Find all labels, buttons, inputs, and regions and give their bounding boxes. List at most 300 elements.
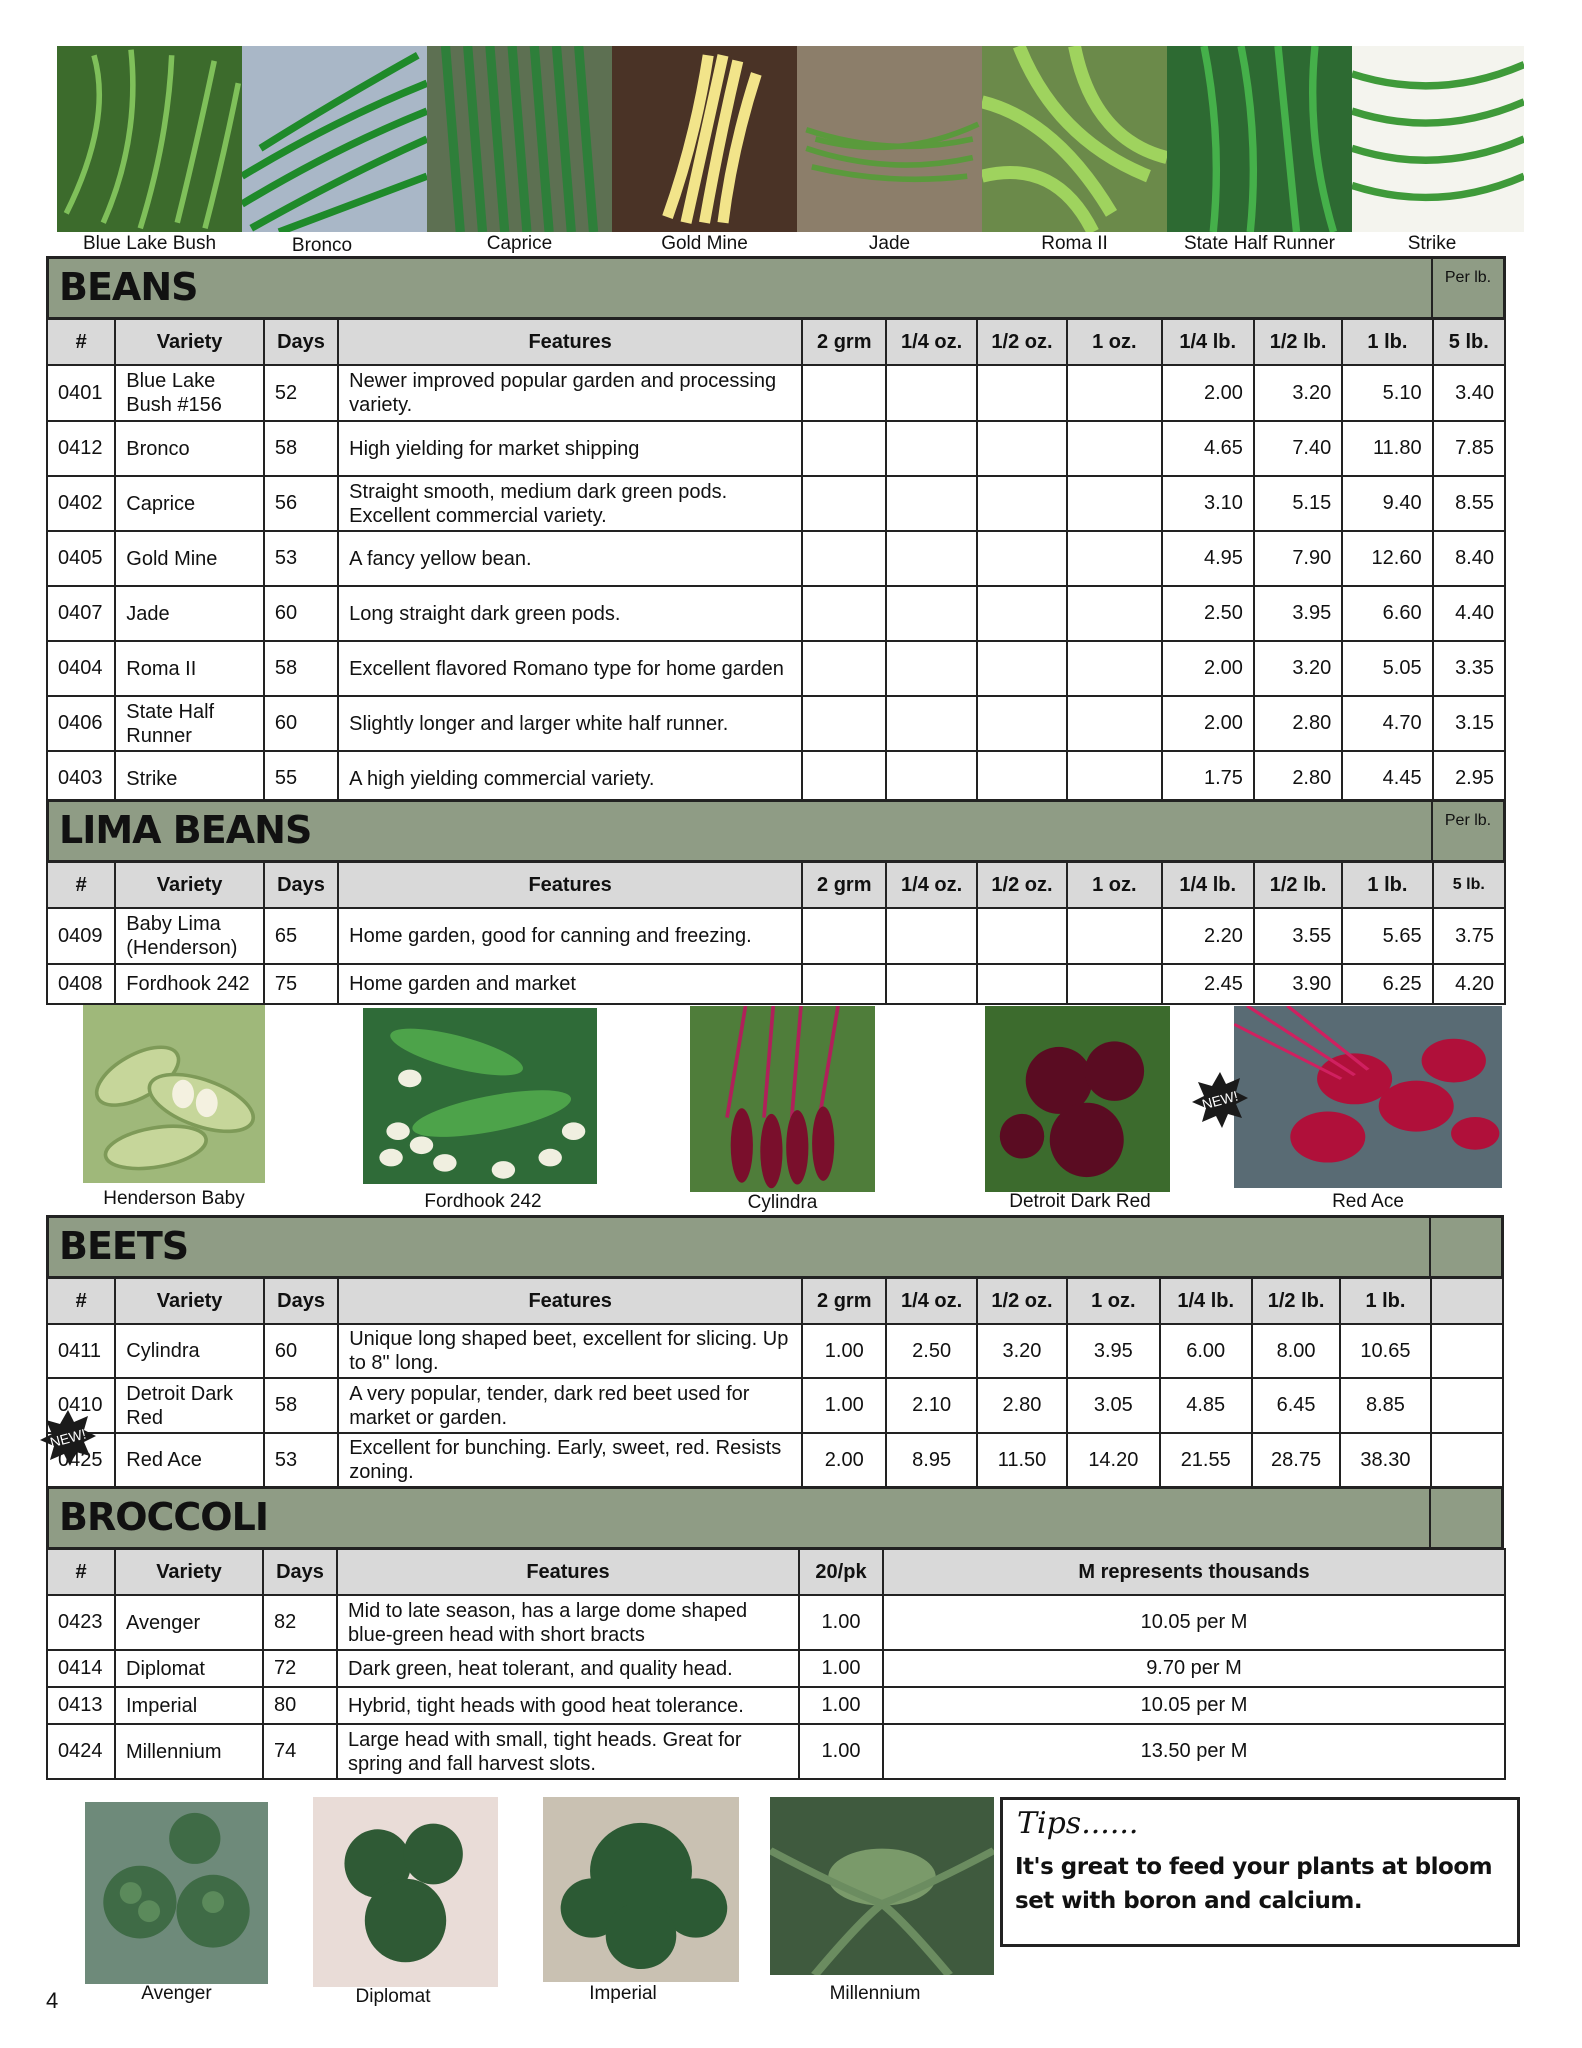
table-cell — [977, 365, 1067, 421]
table-cell: Imperial — [115, 1687, 263, 1724]
table-cell — [802, 476, 886, 531]
table-cell: 58 — [264, 1378, 338, 1433]
table-cell: 9.70 per M — [883, 1650, 1505, 1687]
bean-photo-bronco — [242, 46, 427, 232]
broccoli-price-table — [46, 1548, 1506, 1780]
table-cell: Slightly longer and larger white half runner. — [338, 696, 802, 751]
bean-photo-blue-lake-bush — [57, 46, 242, 232]
tips-heading: Tips...... — [1017, 1806, 1139, 1841]
table-cell — [886, 964, 976, 1004]
column-header: Features — [338, 319, 802, 365]
table-row — [47, 964, 1505, 1004]
svg-text:NEW!: NEW! — [48, 1425, 88, 1451]
table-row — [47, 908, 1505, 964]
table-cell: 0411 — [47, 1324, 115, 1378]
table-cell: Newer improved popular garden and processing variety. — [338, 365, 802, 421]
per-lb-cell — [1429, 1489, 1501, 1547]
table-cell: Home garden, good for canning and freezing. — [338, 908, 802, 964]
table-cell: Excellent flavored Romano type for home garden — [338, 641, 802, 696]
table-cell — [977, 964, 1067, 1004]
table-cell: 0423 — [47, 1595, 115, 1650]
table-cell: 1.00 — [802, 1378, 886, 1433]
lima-photo-henderson-baby — [83, 1005, 265, 1183]
bean-photo-strike — [1352, 46, 1524, 232]
table-cell: 7.85 — [1433, 421, 1505, 476]
column-header: 1/2 oz. — [977, 1278, 1067, 1324]
column-header-row — [47, 1549, 1505, 1595]
table-cell: Millennium — [115, 1724, 263, 1779]
column-header: Days — [264, 319, 338, 365]
section-title: LIMA BEANS — [59, 808, 312, 852]
table-cell: 3.10 — [1162, 476, 1254, 531]
table-cell: 0401 — [47, 365, 115, 421]
table-cell: 2.95 — [1433, 751, 1505, 806]
table-cell: 60 — [264, 1324, 338, 1378]
table-row — [47, 1724, 1505, 1779]
table-cell: 58 — [264, 421, 338, 476]
column-header: 1/2 lb. — [1254, 319, 1342, 365]
table-cell: 1.00 — [802, 1324, 886, 1378]
table-cell — [977, 421, 1067, 476]
beans-table-body — [47, 319, 1505, 806]
table-cell: Cylindra — [115, 1324, 264, 1378]
table-cell — [1067, 365, 1161, 421]
column-header: 1/4 oz. — [886, 319, 976, 365]
table-cell: 3.20 — [1254, 365, 1342, 421]
column-header: 1/4 lb. — [1160, 1278, 1252, 1324]
table-cell: 72 — [263, 1650, 337, 1687]
table-cell: 4.45 — [1342, 751, 1432, 806]
table-cell: 0405 — [47, 531, 115, 586]
table-cell: 2.20 — [1162, 908, 1254, 964]
photo-caption: Cylindra — [747, 1192, 818, 1213]
table-cell — [802, 751, 886, 806]
column-header: 2 grm — [802, 862, 886, 908]
photo-caption: Strike — [1407, 233, 1457, 254]
table-row — [47, 696, 1505, 751]
table-row — [47, 1650, 1505, 1687]
column-header-row — [47, 319, 1505, 365]
table-cell — [886, 908, 976, 964]
broccoli-photo-avenger — [85, 1802, 268, 1984]
table-cell: Baby Lima (Henderson) — [115, 908, 264, 964]
column-header: 1 lb. — [1340, 1278, 1430, 1324]
table-cell — [977, 696, 1067, 751]
column-header: 1/4 oz. — [886, 862, 976, 908]
table-cell — [1067, 696, 1161, 751]
broccoli-section-header — [46, 1486, 1504, 1550]
table-cell: 3.55 — [1254, 908, 1342, 964]
column-header: # — [47, 1278, 115, 1324]
table-cell: 8.95 — [886, 1433, 976, 1487]
table-cell: 4.95 — [1162, 531, 1254, 586]
table-cell: 38.30 — [1340, 1433, 1430, 1487]
broccoli-photo-diplomat — [313, 1797, 498, 1987]
table-cell: 2.45 — [1162, 964, 1254, 1004]
column-header: 1 lb. — [1342, 862, 1432, 908]
table-cell: 3.95 — [1067, 1324, 1159, 1378]
table-cell: 2.00 — [1162, 365, 1254, 421]
table-cell: 11.50 — [977, 1433, 1067, 1487]
column-header: # — [47, 1549, 115, 1595]
table-cell — [1067, 964, 1161, 1004]
table-row — [47, 1378, 1503, 1433]
photo-caption: Imperial — [589, 1983, 657, 2004]
table-cell: 5.15 — [1254, 476, 1342, 531]
table-cell: Avenger — [115, 1595, 263, 1650]
column-header: Variety — [115, 1278, 264, 1324]
table-cell: Caprice — [115, 476, 264, 531]
table-cell: 13.50 per M — [883, 1724, 1505, 1779]
lima-table-body — [47, 862, 1505, 1004]
table-cell: Hybrid, tight heads with good heat tolerance. — [337, 1687, 799, 1724]
table-cell: 5.05 — [1342, 641, 1432, 696]
table-cell: 8.40 — [1433, 531, 1505, 586]
section-title: BEANS — [59, 265, 198, 309]
table-cell — [886, 476, 976, 531]
table-cell: 3.05 — [1067, 1378, 1159, 1433]
table-cell: 4.70 — [1342, 696, 1432, 751]
table-cell — [1067, 586, 1161, 641]
table-cell: 2.80 — [1254, 696, 1342, 751]
column-header: 5 lb. — [1433, 862, 1505, 908]
column-header-row — [47, 862, 1505, 908]
table-cell: 0407 — [47, 586, 115, 641]
table-cell: 11.80 — [1342, 421, 1432, 476]
new-badge — [1190, 1070, 1250, 1130]
table-cell: 0412 — [47, 421, 115, 476]
section-title: BEETS — [59, 1224, 189, 1268]
page-number: 4 — [46, 1988, 59, 2013]
beet-photo-detroit-dark-red — [985, 1006, 1170, 1192]
column-header: 2 grm — [802, 1278, 886, 1324]
photo-caption: State Half Runner — [1183, 233, 1336, 254]
table-row — [47, 586, 1505, 641]
table-cell: Straight smooth, medium dark green pods. Excellent commercial variety. — [338, 476, 802, 531]
table-cell: Diplomat — [115, 1650, 263, 1687]
photo-caption: Fordhook 242 — [424, 1191, 542, 1212]
table-cell: 1.00 — [799, 1650, 883, 1687]
column-header: Features — [337, 1549, 799, 1595]
column-header: 1/4 lb. — [1162, 319, 1254, 365]
table-cell: 74 — [263, 1724, 337, 1779]
table-cell — [1067, 476, 1161, 531]
lima-section-header — [46, 799, 1506, 863]
table-cell — [977, 476, 1067, 531]
table-cell — [977, 641, 1067, 696]
table-cell: 7.90 — [1254, 531, 1342, 586]
table-cell — [1067, 421, 1161, 476]
table-cell: 3.15 — [1433, 696, 1505, 751]
table-cell: 1.00 — [799, 1724, 883, 1779]
table-cell: 75 — [264, 964, 338, 1004]
table-cell: Long straight dark green pods. — [338, 586, 802, 641]
column-header: 1/4 oz. — [886, 1278, 976, 1324]
table-cell: 1.00 — [799, 1687, 883, 1724]
table-cell: 82 — [263, 1595, 337, 1650]
table-cell — [886, 365, 976, 421]
table-cell — [886, 421, 976, 476]
beet-photo-red-ace — [1234, 1006, 1502, 1188]
table-row — [47, 421, 1505, 476]
column-header: 1 oz. — [1067, 319, 1161, 365]
column-header: # — [47, 862, 115, 908]
photo-caption: Avenger — [141, 1983, 212, 2004]
per-lb-cell — [1429, 1218, 1501, 1276]
table-cell: 0424 — [47, 1724, 115, 1779]
table-cell — [886, 531, 976, 586]
per-lb-label: Per lb. — [1431, 259, 1503, 317]
table-row — [47, 751, 1505, 806]
column-header: Variety — [115, 319, 264, 365]
table-cell: 2.80 — [977, 1378, 1067, 1433]
table-cell: 12.60 — [1342, 531, 1432, 586]
new-badge — [38, 1408, 98, 1468]
table-cell — [977, 531, 1067, 586]
column-header: 20/pk — [799, 1549, 883, 1595]
table-cell — [886, 641, 976, 696]
table-cell: 3.95 — [1254, 586, 1342, 641]
beet-photo-cylindra — [690, 1006, 875, 1192]
table-cell: 0413 — [47, 1687, 115, 1724]
per-lb-label: Per lb. — [1431, 802, 1503, 860]
table-cell: High yielding for market shipping — [338, 421, 802, 476]
table-cell: 4.85 — [1160, 1378, 1252, 1433]
column-header: Days — [264, 862, 338, 908]
table-cell — [1431, 1433, 1503, 1487]
table-cell: 60 — [264, 696, 338, 751]
column-header: 1/2 lb. — [1252, 1278, 1340, 1324]
table-cell: 10.05 per M — [883, 1595, 1505, 1650]
table-cell: 0402 — [47, 476, 115, 531]
column-header: 1 oz. — [1067, 1278, 1159, 1324]
table-cell: Dark green, heat tolerant, and quality head. — [337, 1650, 799, 1687]
table-cell: 80 — [263, 1687, 337, 1724]
table-row — [47, 365, 1505, 421]
table-cell: 10.05 per M — [883, 1687, 1505, 1724]
column-header: Variety — [115, 862, 264, 908]
photo-caption: Diplomat — [355, 1986, 431, 2007]
table-row — [47, 641, 1505, 696]
beets-price-table — [46, 1277, 1504, 1488]
column-header: 1/2 oz. — [977, 862, 1067, 908]
table-cell: 2.00 — [1162, 696, 1254, 751]
table-cell: A fancy yellow bean. — [338, 531, 802, 586]
table-cell: 56 — [264, 476, 338, 531]
beets-section-header — [46, 1215, 1504, 1279]
photo-caption: Jade — [868, 233, 911, 254]
table-cell — [1067, 641, 1161, 696]
table-row — [47, 531, 1505, 586]
beans-price-table — [46, 318, 1506, 807]
table-cell — [977, 586, 1067, 641]
column-header: # — [47, 319, 115, 365]
table-cell: 4.20 — [1433, 964, 1505, 1004]
photo-caption: Detroit Dark Red — [1009, 1191, 1151, 1212]
table-cell: 3.40 — [1433, 365, 1505, 421]
table-cell: Detroit Dark Red — [115, 1378, 264, 1433]
table-cell: Gold Mine — [115, 531, 264, 586]
table-cell — [802, 586, 886, 641]
table-cell: 2.00 — [802, 1433, 886, 1487]
table-cell: 10.65 — [1340, 1324, 1430, 1378]
lima-price-table — [46, 861, 1506, 1005]
table-cell: Blue Lake Bush #156 — [115, 365, 264, 421]
table-cell: 8.00 — [1252, 1324, 1340, 1378]
column-header: 1/2 lb. — [1254, 862, 1342, 908]
table-cell: 0414 — [47, 1650, 115, 1687]
column-header: Features — [338, 1278, 802, 1324]
table-cell — [802, 908, 886, 964]
column-header: Days — [263, 1549, 337, 1595]
table-cell: Jade — [115, 586, 264, 641]
column-header: 5 lb. — [1433, 319, 1505, 365]
photo-caption: Bronco — [291, 235, 353, 256]
table-cell: State Half Runner — [115, 696, 264, 751]
table-cell: 2.50 — [1162, 586, 1254, 641]
beets-table-body — [47, 1278, 1503, 1487]
photo-caption: Gold Mine — [661, 233, 748, 254]
photo-caption: Red Ace — [1332, 1191, 1404, 1212]
photo-caption: Blue Lake Bush — [82, 233, 217, 254]
table-cell — [1067, 908, 1161, 964]
table-cell — [886, 696, 976, 751]
table-cell — [802, 696, 886, 751]
table-cell — [802, 531, 886, 586]
broccoli-table-body — [47, 1549, 1505, 1779]
table-row — [47, 1595, 1505, 1650]
bean-photo-state-half-runner — [1167, 46, 1352, 232]
table-cell — [1067, 531, 1161, 586]
table-cell: 3.20 — [977, 1324, 1067, 1378]
table-cell — [977, 751, 1067, 806]
table-cell: A high yielding commercial variety. — [338, 751, 802, 806]
column-header: 1 lb. — [1342, 319, 1432, 365]
table-cell: 4.40 — [1433, 586, 1505, 641]
photo-caption: Roma II — [1041, 233, 1108, 254]
table-cell: 60 — [264, 586, 338, 641]
column-header: 1/4 lb. — [1162, 862, 1254, 908]
table-cell: Roma II — [115, 641, 264, 696]
table-cell: 3.35 — [1433, 641, 1505, 696]
table-row — [47, 1433, 1503, 1487]
table-cell: 2.00 — [1162, 641, 1254, 696]
table-cell: 55 — [264, 751, 338, 806]
table-cell: Bronco — [115, 421, 264, 476]
table-cell: 3.90 — [1254, 964, 1342, 1004]
table-cell: Excellent for bunching. Early, sweet, red. Resists zoning. — [338, 1433, 802, 1487]
table-row — [47, 1324, 1503, 1378]
table-cell: 28.75 — [1252, 1433, 1340, 1487]
table-cell: 0408 — [47, 964, 115, 1004]
table-cell: Red Ace — [115, 1433, 264, 1487]
table-cell: Strike — [115, 751, 264, 806]
table-cell: 0409 — [47, 908, 115, 964]
photo-caption: Caprice — [486, 233, 553, 254]
broccoli-photo-millennium — [770, 1797, 994, 1975]
table-cell — [886, 586, 976, 641]
table-cell — [802, 421, 886, 476]
table-cell: 3.20 — [1254, 641, 1342, 696]
bean-photo-jade — [797, 46, 982, 232]
table-cell — [802, 365, 886, 421]
column-header: Days — [264, 1278, 338, 1324]
table-cell: 1.00 — [799, 1595, 883, 1650]
table-cell: 0425 — [47, 1433, 115, 1487]
table-cell: 58 — [264, 641, 338, 696]
table-cell: 65 — [264, 908, 338, 964]
table-cell: 6.45 — [1252, 1378, 1340, 1433]
column-header: 1/2 oz. — [977, 319, 1067, 365]
bean-photo-caprice — [427, 46, 612, 232]
table-cell: 4.65 — [1162, 421, 1254, 476]
table-cell: 5.65 — [1342, 908, 1432, 964]
column-header: 1 oz. — [1067, 862, 1161, 908]
table-cell: 53 — [264, 531, 338, 586]
beans-section-header — [46, 256, 1506, 320]
table-cell: 2.80 — [1254, 751, 1342, 806]
table-cell: 2.10 — [886, 1378, 976, 1433]
table-cell: Home garden and market — [338, 964, 802, 1004]
photo-caption: Henderson Baby — [103, 1188, 245, 1209]
bean-photo-roma-ii — [982, 46, 1167, 232]
table-cell: 7.40 — [1254, 421, 1342, 476]
table-cell — [1067, 751, 1161, 806]
table-cell — [1431, 1324, 1503, 1378]
table-cell — [1431, 1378, 1503, 1433]
table-cell — [802, 641, 886, 696]
lima-photo-fordhook-242 — [363, 1008, 597, 1184]
column-header: Features — [338, 862, 802, 908]
column-header: Variety — [115, 1549, 263, 1595]
table-cell: 5.10 — [1342, 365, 1432, 421]
table-cell: 0410 — [47, 1378, 115, 1433]
table-cell: 53 — [264, 1433, 338, 1487]
table-cell: 0403 — [47, 751, 115, 806]
table-cell: 1.75 — [1162, 751, 1254, 806]
table-row — [47, 476, 1505, 531]
table-cell: 14.20 — [1067, 1433, 1159, 1487]
table-cell — [802, 964, 886, 1004]
table-cell: 52 — [264, 365, 338, 421]
table-cell: 9.40 — [1342, 476, 1432, 531]
table-cell: 8.55 — [1433, 476, 1505, 531]
tips-box — [1000, 1797, 1520, 1947]
table-cell: Fordhook 242 — [115, 964, 264, 1004]
table-cell — [977, 908, 1067, 964]
table-cell: 6.25 — [1342, 964, 1432, 1004]
table-cell: Mid to late season, has a large dome shaped blue-green head with short bracts — [337, 1595, 799, 1650]
table-cell: A very popular, tender, dark red beet used for market or garden. — [338, 1378, 802, 1433]
table-cell: 3.75 — [1433, 908, 1505, 964]
table-cell — [886, 751, 976, 806]
broccoli-photo-imperial — [543, 1797, 739, 1982]
table-cell: 6.60 — [1342, 586, 1432, 641]
column-header-row — [47, 1278, 1503, 1324]
bean-photo-gold-mine — [612, 46, 797, 232]
table-cell: 21.55 — [1160, 1433, 1252, 1487]
table-cell: 0404 — [47, 641, 115, 696]
column-header: M represents thousands — [883, 1549, 1505, 1595]
table-cell: 0406 — [47, 696, 115, 751]
column-header: 2 grm — [802, 319, 886, 365]
svg-text:NEW!: NEW! — [1200, 1087, 1240, 1113]
table-row — [47, 1687, 1505, 1724]
table-cell: Large head with small, tight heads. Great for spring and fall harvest slots. — [337, 1724, 799, 1779]
photo-caption: Millennium — [829, 1983, 921, 2004]
table-cell: 2.50 — [886, 1324, 976, 1378]
tips-body: It's great to feed your plants at bloom set with boron and calcium. — [1015, 1854, 1493, 1914]
